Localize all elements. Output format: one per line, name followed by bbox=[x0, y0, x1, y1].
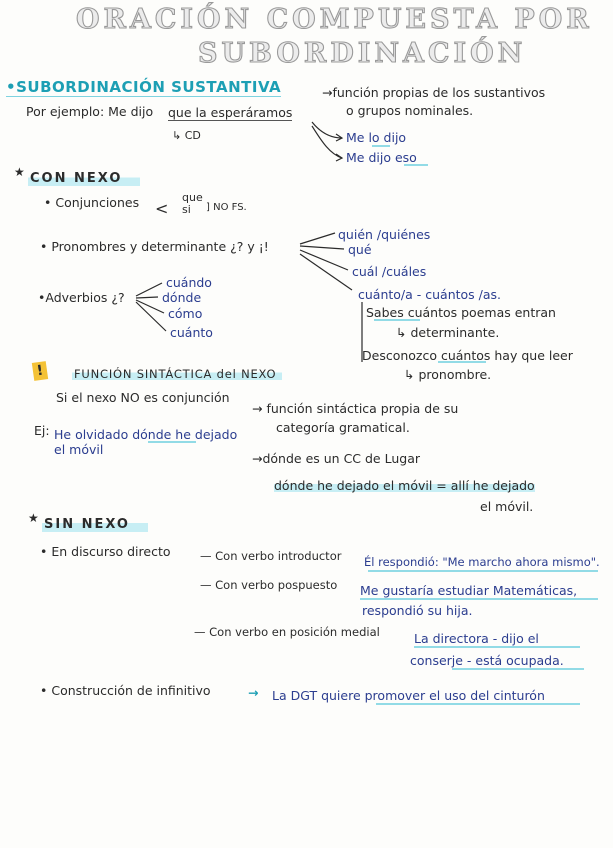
funcion-result-2: categoría gramatical. bbox=[276, 420, 410, 435]
verbo-medial-example: La directora - dijo el bbox=[414, 631, 539, 646]
funcion-line1: Si el nexo NO es conjunción bbox=[56, 390, 230, 405]
exclamation-icon: ! bbox=[32, 361, 48, 381]
alt-2: Me dijo eso bbox=[346, 150, 417, 165]
adv-item-4: cuánto bbox=[170, 325, 213, 340]
star-icon-2: ★ bbox=[28, 511, 39, 525]
conj-si: si bbox=[182, 203, 191, 216]
example-desconozco: Desconozco cuántos hay que leer bbox=[362, 348, 573, 363]
equiv-line: dónde he dejado el móvil = allí he dejado bbox=[274, 478, 535, 493]
example-sabes: Sabes cuántos poemas entran bbox=[366, 305, 556, 320]
star-icon: ★ bbox=[14, 165, 25, 179]
verbo-medial-example-2: conserje - está ocupada. bbox=[410, 653, 564, 668]
funcion-result: → función sintáctica propia de su bbox=[252, 401, 459, 416]
ej-text-2: el móvil bbox=[54, 442, 104, 457]
note-pronombre: ↳ pronombre. bbox=[404, 367, 492, 382]
less-than-bracket: < bbox=[155, 199, 169, 218]
verbo-pospuesto-example: Me gustaría estudiar Matemáticas, bbox=[360, 583, 578, 598]
cd-label: ↳ CD bbox=[172, 129, 201, 142]
sustantiva-function-2: o grupos nominales. bbox=[346, 103, 474, 118]
pron-item-1: quién /quiénes bbox=[338, 227, 431, 242]
infinitivo-arrow: → bbox=[248, 685, 259, 700]
alt-1: Me lo dijo bbox=[346, 130, 407, 145]
sustantiva-function: →función propias de los sustantivos bbox=[322, 85, 546, 100]
verbo-medial-label: — Con verbo en posición medial bbox=[194, 625, 380, 639]
equiv-line-2: el móvil. bbox=[480, 499, 534, 514]
adv-item-2: dónde bbox=[162, 290, 202, 305]
heading-sin-nexo: SIN NEXO bbox=[42, 518, 148, 533]
page-title-line1: ORACIÓN COMPUESTA POR bbox=[76, 4, 593, 35]
verbo-introductor-example: Él respondió: "Me marcho ahora mismo". bbox=[364, 555, 600, 569]
infinitivo-label: • Construcción de infinitivo bbox=[40, 683, 211, 698]
example-clause: que la esperáramos bbox=[168, 105, 293, 120]
no-fs: ] NO FS. bbox=[206, 202, 247, 213]
adv-item-3: cómo bbox=[168, 306, 203, 321]
example-label: Por ejemplo: Me dijo bbox=[26, 104, 154, 119]
adv-item-1: cuándo bbox=[166, 275, 212, 290]
page-title-line2: SUBORDINACIÓN bbox=[198, 38, 527, 69]
cc-line: →dónde es un CC de Lugar bbox=[252, 451, 420, 466]
adverbios-label: •Adverbios ¿? bbox=[38, 290, 125, 305]
discurso-label: • En discurso directo bbox=[40, 544, 171, 559]
heading-sustantiva: •SUBORDINACIÓN SUSTANTIVA bbox=[6, 78, 282, 96]
ej-text: He olvidado dónde he dejado bbox=[54, 427, 238, 442]
verbo-introductor-label: — Con verbo introductor bbox=[200, 549, 342, 563]
verbo-pospuesto-example-2: respondió su hija. bbox=[362, 603, 473, 618]
ej-label: Ej: bbox=[34, 423, 50, 438]
cd-text: CD bbox=[184, 129, 201, 142]
pron-item-4: cuánto/a - cuántos /as. bbox=[358, 287, 502, 302]
pron-item-3: cuál /cuáles bbox=[352, 264, 427, 279]
pronombres-label: • Pronombres y determinante ¿? y ¡! bbox=[40, 239, 269, 254]
heading-con-nexo: CON NEXO bbox=[28, 172, 140, 187]
heading-funcion: FUNCIÓN SINTÁCTICA del NEXO bbox=[72, 368, 282, 381]
conj-que: que bbox=[182, 191, 203, 204]
verbo-pospuesto-label: — Con verbo pospuesto bbox=[200, 578, 338, 592]
note-determinante: ↳ determinante. bbox=[396, 325, 500, 340]
infinitivo-example: La DGT quiere promover el uso del cinturón bbox=[272, 688, 545, 703]
pron-item-2: qué bbox=[348, 242, 372, 257]
conjunciones-label: • Conjunciones bbox=[44, 195, 140, 210]
